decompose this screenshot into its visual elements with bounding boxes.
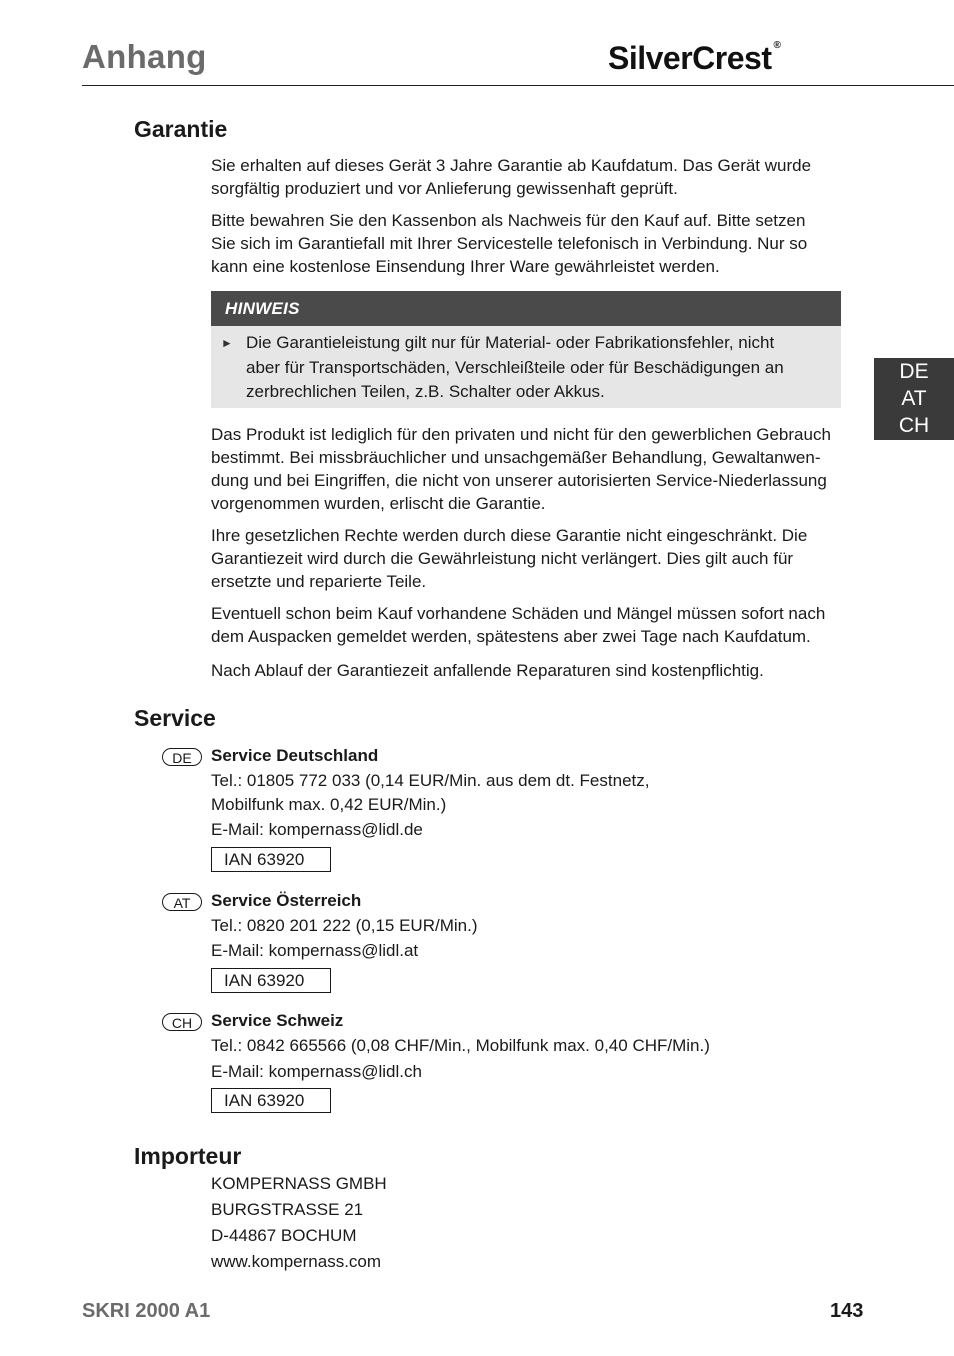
ian-box-de: IAN 63920 bbox=[211, 847, 331, 872]
service-email-ch: E-Mail: kompernass@lidl.ch bbox=[211, 1062, 422, 1081]
brand-logo bbox=[608, 40, 780, 77]
paragraph bbox=[211, 423, 851, 515]
text-line: Sie sich im Garantiefall mit Ihrer Servicestelle telefonisch in Verbindung. Nur so bbox=[211, 234, 808, 253]
service-phone-de: Tel.: 01805 772 033 (0,14 EUR/Min. aus dem dt. Festnetz, bbox=[211, 771, 650, 790]
text-line: kann eine kostenlose Einsendung Ihrer Ware gewährleistet werden. bbox=[211, 257, 720, 276]
footer-model: SKRI 2000 A1 bbox=[82, 1300, 211, 1322]
text-line: Nach Ablauf der Garantiezeit anfallende Reparaturen sind kostenpflichtig. bbox=[211, 661, 764, 680]
service-phone-at: Tel.: 0820 201 222 (0,15 EUR/Min.) bbox=[211, 916, 478, 935]
text-line: Die Garantieleistung gilt nur für Material- oder Fabrikationsfehler, nicht bbox=[246, 333, 775, 352]
service-title-ch: Service Schweiz bbox=[211, 1011, 344, 1030]
text-line: aber für Transportschäden, Verschleißteile oder für Beschädigungen an bbox=[246, 357, 784, 377]
triangle-bullet-icon: ► bbox=[221, 336, 233, 350]
paragraph bbox=[211, 659, 851, 682]
importer-street: BURGSTRASSE 21 bbox=[211, 1200, 364, 1219]
note-text bbox=[246, 331, 826, 405]
service-title-de: Service Deutschland bbox=[211, 746, 379, 765]
text-line: vorgenommen wurden, erlischt die Garantie. bbox=[211, 494, 546, 513]
note-header bbox=[211, 291, 841, 326]
header-divider bbox=[82, 85, 954, 86]
page-title: Anhang bbox=[82, 38, 207, 75]
service-email-de: E-Mail: kompernass@lidl.de bbox=[211, 820, 423, 839]
service-email-at: E-Mail: kompernass@lidl.at bbox=[211, 941, 419, 960]
paragraph bbox=[211, 154, 851, 200]
text-line: Bitte bewahren Sie den Kassenbon als Nachweis für den Kauf auf. Bitte setzen bbox=[211, 211, 806, 230]
text-line: dung und bei Eingriffen, die nicht von unserer autorisierten Service-Niederlassung bbox=[211, 471, 827, 490]
section-heading-service: Service bbox=[134, 705, 216, 731]
ian-box-at: IAN 63920 bbox=[211, 968, 331, 993]
brand-name: SilverCrest bbox=[608, 40, 772, 76]
text-line: bestimmt. Bei missbräuchlicher und unsachgemäßer Behandlung, Gewaltanwen- bbox=[211, 448, 821, 467]
service-title-at: Service Österreich bbox=[211, 891, 362, 910]
importer-city: D-44867 BOCHUM bbox=[211, 1226, 357, 1245]
language-tab bbox=[874, 358, 954, 440]
text-line: sorgfältig produziert und vor Anlieferung gewissenhaft geprüft. bbox=[211, 179, 678, 198]
paragraph bbox=[211, 209, 851, 278]
text-line: Das Produkt ist lediglich für den privaten und nicht für den gewerblichen Gebrauch bbox=[211, 425, 831, 444]
service-phone-ch: Tel.: 0842 665566 (0,08 CHF/Min., Mobilfunk max. 0,40 CHF/Min.) bbox=[211, 1036, 710, 1055]
service-phone-mobile-de: Mobilfunk max. 0,42 EUR/Min.) bbox=[211, 795, 447, 814]
country-badge-at: AT bbox=[162, 893, 202, 911]
importer-company: KOMPERNASS GMBH bbox=[211, 1174, 387, 1193]
language-de: DE bbox=[899, 360, 929, 383]
text-line: zerbrechlichen Teilen, z.B. Schalter oder Akkus. bbox=[246, 382, 605, 401]
paragraph bbox=[211, 602, 851, 648]
note-body bbox=[211, 326, 841, 408]
note-label: HINWEIS bbox=[225, 299, 300, 318]
country-badge-de: DE bbox=[162, 748, 202, 766]
ian-box-ch: IAN 63920 bbox=[211, 1088, 331, 1113]
language-at: AT bbox=[901, 387, 927, 410]
text-line: Garantiezeit wird durch die Gewährleistung nicht verlängert. Dies gilt auch für bbox=[211, 549, 794, 568]
text-line: ersetzte und reparierte Teile. bbox=[211, 572, 427, 591]
country-badge-ch: CH bbox=[162, 1013, 202, 1031]
text-line: Sie erhalten auf dieses Gerät 3 Jahre Garantie ab Kaufdatum. Das Gerät wurde bbox=[211, 156, 812, 175]
text-line: Ihre gesetzlichen Rechte werden durch diese Garantie nicht eingeschränkt. Die bbox=[211, 526, 808, 545]
page-number: 143 bbox=[830, 1300, 864, 1322]
registered-mark: ® bbox=[773, 40, 781, 51]
section-heading-garantie: Garantie bbox=[134, 116, 228, 142]
importer-website: www.kompernass.com bbox=[211, 1252, 382, 1271]
language-ch: CH bbox=[898, 414, 930, 437]
section-heading-importeur: Importeur bbox=[134, 1143, 242, 1169]
text-line: dem Auspacken gemeldet werden, spätestens aber zwei Tage nach Kaufdatum. bbox=[211, 627, 811, 646]
paragraph bbox=[211, 524, 851, 593]
text-line: Eventuell schon beim Kauf vorhandene Schäden und Mängel müssen sofort nach bbox=[211, 604, 826, 623]
